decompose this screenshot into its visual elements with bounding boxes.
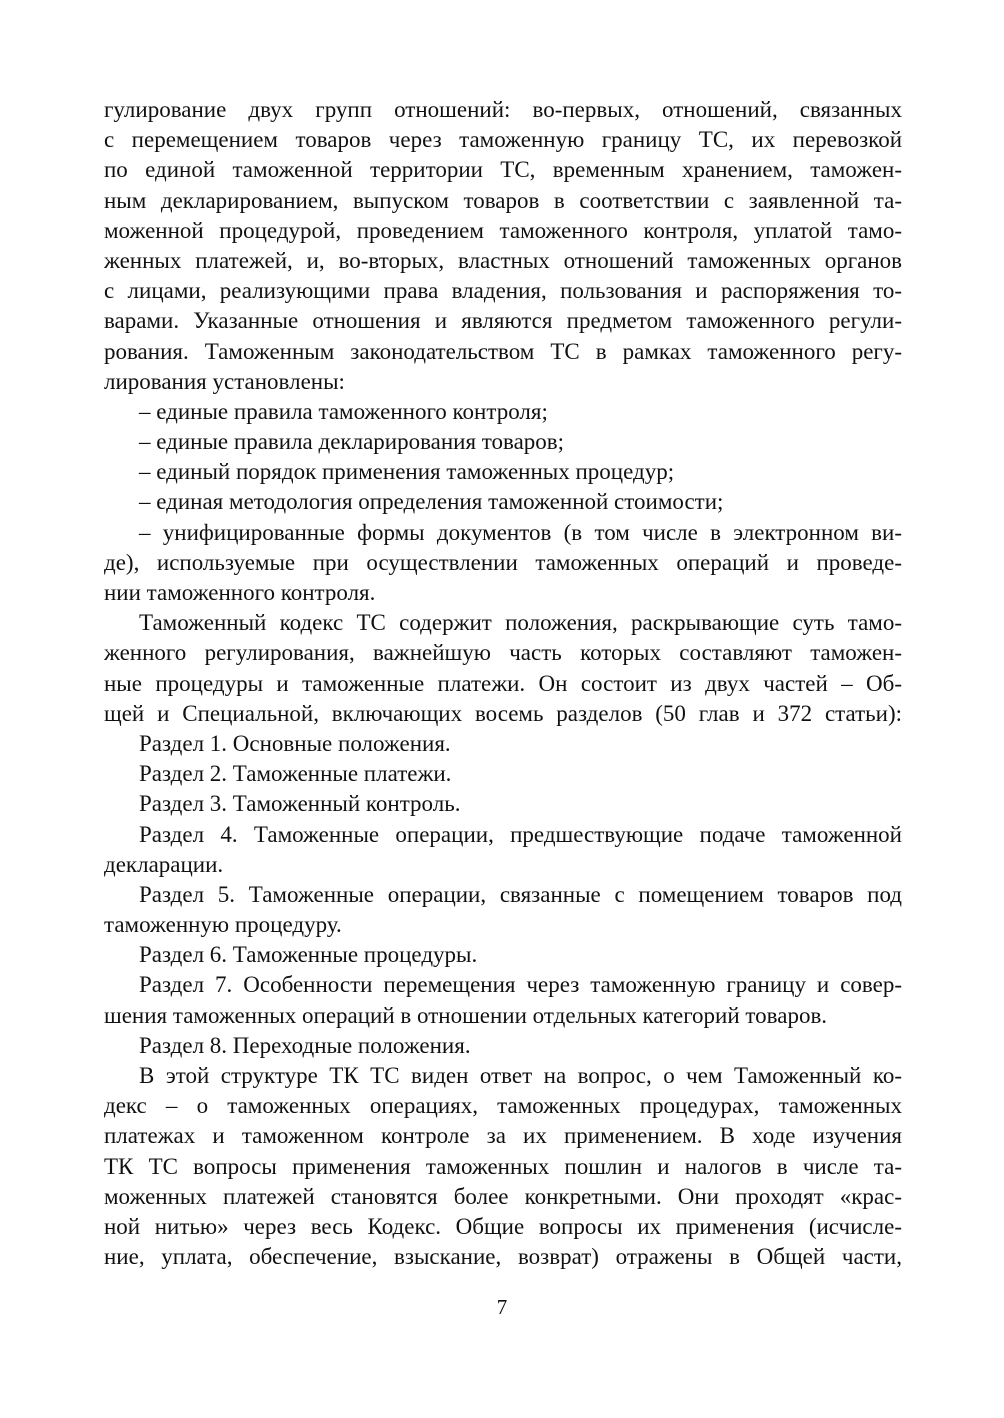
text-line: платежах и таможенном контроле за их применением. В ходе изучения (104, 1123, 902, 1149)
text-line: декс – о таможенных операциях, таможенных процедурах, таможенных (104, 1093, 902, 1119)
text-line: с лицами, реализующими права владения, пользования и распоряжения то- (104, 278, 902, 304)
text-line: ние, уплата, обеспечение, взыскание, возврат) отражены в Общей части, (104, 1244, 902, 1270)
text-line: декларации. (104, 851, 224, 877)
text-line: таможенную процедуру. (104, 912, 342, 938)
text-line: – единые правила таможенного контроля; (139, 398, 548, 424)
list-item (104, 457, 902, 487)
text-line: рования. Таможенным законодательством ТС в рамках таможенного регу- (104, 338, 902, 364)
text-line: моженных платежей становятся более конкретными. Они проходят «крас- (104, 1183, 902, 1209)
text-line: шения таможенных операций в отношении отдельных категорий товаров. (104, 1002, 828, 1028)
text-line: ные процедуры и таможенные платежи. Он состоит из двух частей – Об- (104, 670, 902, 696)
text-line: – единые правила декларирования товаров; (139, 429, 565, 455)
text-line: Раздел 8. Переходные положения. (139, 1032, 471, 1058)
text-line: Раздел 4. Таможенные операции, предшествующие подаче таможенной (139, 821, 902, 847)
text-line: – единый порядок применения таможенных процедур; (139, 459, 675, 485)
text-line: женных платежей, и, во-вторых, властных отношений таможенных органов (104, 247, 902, 273)
text-line: гулирование двух групп отношений: во-первых, отношений, связанных (104, 97, 902, 122)
list-item (104, 487, 902, 517)
paragraph-structure (104, 1061, 902, 1272)
text-line: ТК ТС вопросы применения таможенных пошлин и налогов в числе та- (104, 1153, 902, 1179)
text-line: Раздел 2. Таможенные платежи. (139, 761, 452, 787)
text-line: В этой структуре ТК ТС виден ответ на вопрос, о чем Таможенный ко- (139, 1063, 902, 1088)
section-item (104, 789, 902, 819)
text-line: ной нитью» через весь Кодекс. Общие вопросы их применения (исчисле- (104, 1213, 902, 1239)
section-item (104, 970, 902, 1030)
text-line: лирования установлены: (104, 368, 345, 394)
text-line: – единая методология определения таможенной стоимости; (139, 489, 724, 515)
list-item (104, 397, 902, 427)
text-line: женного регулирования, важнейшую часть которых составляют таможен- (104, 640, 902, 666)
section-item (104, 940, 902, 970)
text-line: с перемещением товаров через таможенную границу ТС, их перевозкой (104, 127, 902, 153)
section-item (104, 729, 902, 759)
section-item (104, 820, 902, 880)
section-item (104, 1031, 902, 1061)
text-line: щей и Специальной, включающих восемь разделов (50 глав и 372 статьи): (104, 700, 902, 726)
page-number: 7 (496, 1295, 508, 1319)
section-item (104, 880, 902, 940)
paragraph-code-overview (104, 608, 902, 729)
text-line: нии таможенного контроля. (104, 580, 376, 605)
text-line: по единой таможенной территории ТС, временным хранением, таможен- (104, 157, 902, 183)
text-line: Раздел 7. Особенности перемещения через таможенную границу и совер- (139, 972, 902, 998)
text-line: Таможенный кодекс ТС содержит положения, раскрывающие суть тамо- (139, 610, 902, 636)
text-line: ным декларированием, выпуском товаров в соответствии с заявленной та- (104, 187, 902, 213)
list-item (104, 427, 902, 457)
text-line: – унифицированные формы документов (в том числе в электронном ви- (139, 519, 902, 545)
paragraph-intro (104, 95, 902, 397)
section-item (104, 759, 902, 789)
text-line: Раздел 5. Таможенные операции, связанные с помещением товаров под (139, 881, 902, 907)
text-line: моженной процедурой, проведением таможенного контроля, уплатой тамо- (104, 217, 902, 243)
text-line: Раздел 6. Таможенные процедуры. (139, 942, 478, 968)
page-body (104, 95, 902, 1272)
text-line: Раздел 3. Таможенный контроль. (139, 791, 461, 817)
text-line: варами. Указанные отношения и являются предметом таможенного регули- (104, 308, 902, 334)
text-line: де), используемые при осуществлении таможенных операций и проведе- (104, 549, 902, 575)
text-line: Раздел 1. Основные положения. (139, 730, 451, 756)
list-item (104, 518, 902, 609)
